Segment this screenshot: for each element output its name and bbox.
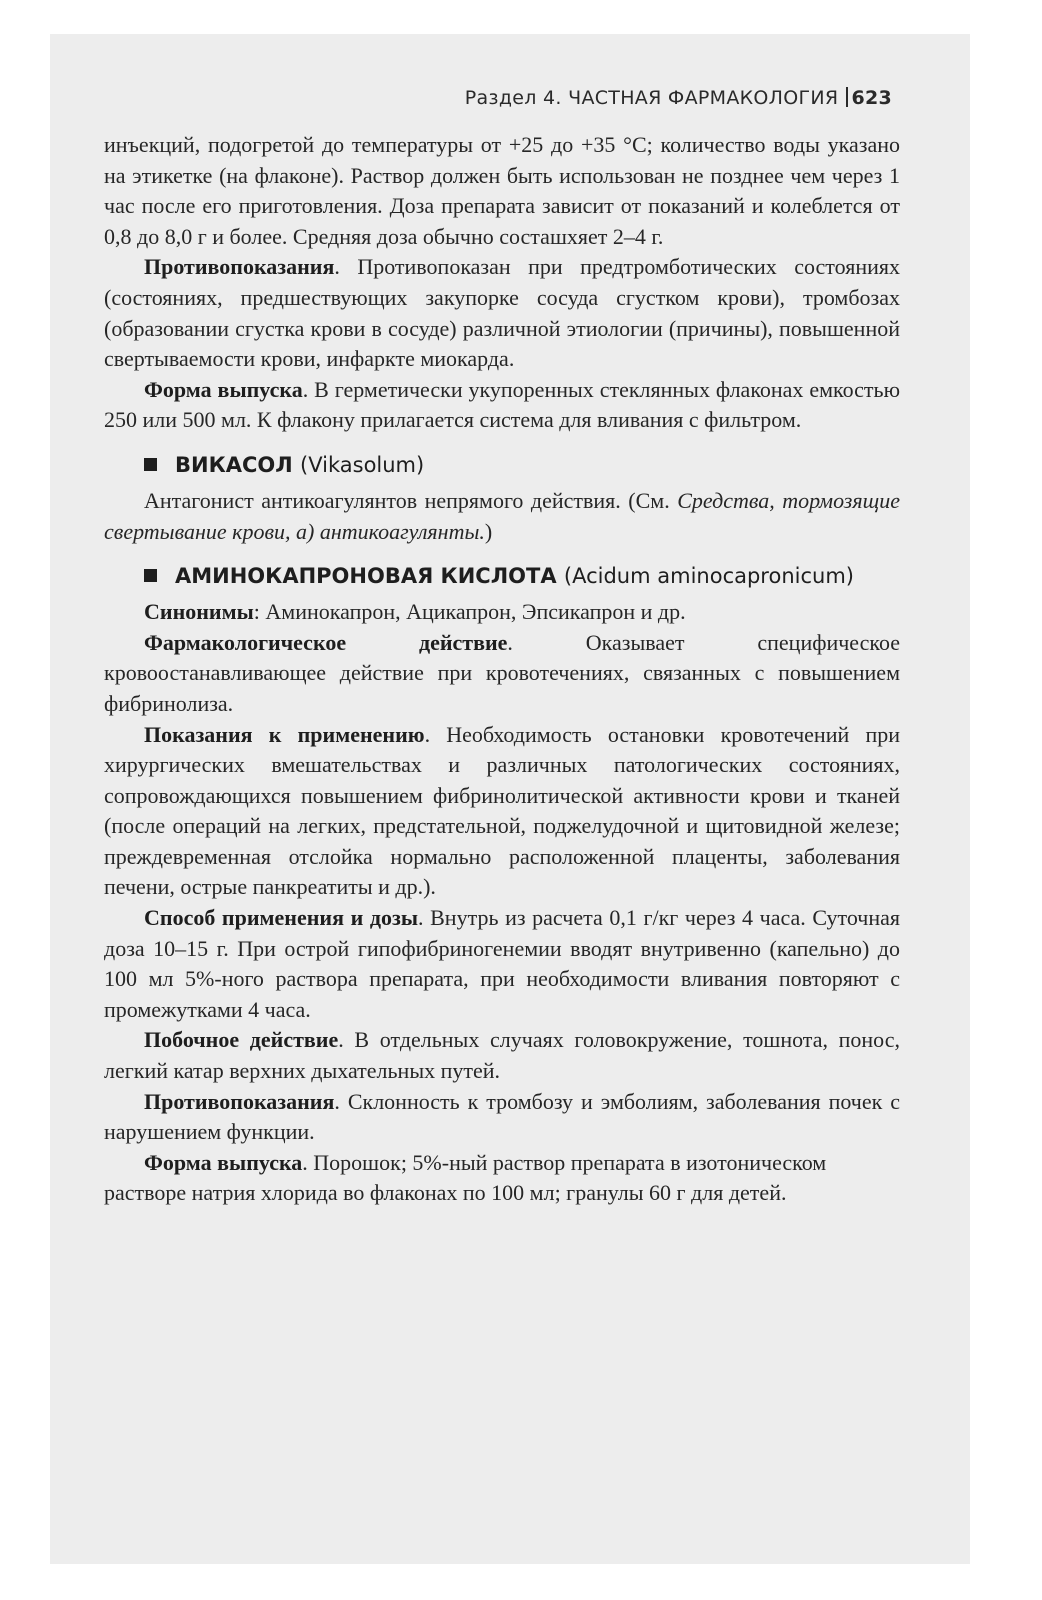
paragraph-release-form: Форма выпуска. В герметически укупоренных стеклянных флаконах емкостью 250 или 500 мл. К флакону прилагается система для вливания с фильтром. [104,376,901,433]
section-label: Противопоказания [144,254,335,280]
paragraph-contraindications-2: Противопоказания. Склонность к тромбозу и эмболиям, заболевания почек с нарушением функции. [104,1088,900,1145]
section-label: Фармакологическое действие [144,629,508,655]
running-header [50,87,892,109]
square-bullet-icon [144,458,157,471]
section-label: Противопоказания [144,1088,335,1114]
page-number: 623 [851,87,892,109]
paragraph-synonyms: Синонимы: Аминокапрон, Ацикапрон, Эпсикапрон и др. [144,599,686,625]
section-label: Синонимы [144,599,254,625]
drug-heading-aminocaproic-acid: АМИНОКАПРОНОВАЯ КИСЛОТА (Acidum aminocapronicum) [144,561,900,591]
paragraph-side-effects: Побочное действие. В отдельных случаях головокружение, тошнота, понос, легкий катар верхних дыхательных путей. [104,1027,900,1084]
paragraph-dosage: Способ применения и дозы. Внутрь из расчета 0,1 г/кг через 4 часа. Суточная доза 10–15 г. При острой гипофибриногенемии вводят внутривенно (капельно) до 100 мл 5%-ного раствора препарата, при необходимости вливания повторяют с промежутками 4 часа. [104,905,900,1022]
section-title: Раздел 4. ЧАСТНАЯ ФАРМАКОЛОГИЯ [464,87,839,109]
header-divider [846,87,848,107]
cross-reference: Средства, тормозящие свертывание крови, а) антикоагулянты. [104,487,900,544]
paragraph-pharmacological-action: Фармакологическое действие. Оказывает специфическое кровоостанавливающее действие при кровотечениях, связанных с повышением фибринолиза. [104,629,900,716]
paragraph-continuation: инъекций, подогретой до температуры от +25 до +35 °С; количество воды указано на этикетке (на флаконе). Раствор должен быть использован не позднее чем через 1 час после его приготовления. Доза препарата зависит от показаний и колеблется от 0,8 до 8,0 г и более. Средняя доза обычно состашхяет 2–4 г. [104,132,900,249]
drug-heading-vikasol: ВИКАСОЛ (Vikasolum) [144,450,900,480]
section-label: Побочное действие [144,1027,339,1053]
paragraph-contraindications: Противопоказания. Противопоказан при предтромботических состояниях (состояниях, предшествующих закупорке сосуда сгустком крови), тромбозах (образовании сгустка крови в сосуде) различной этиологии (причины), повышенной свертываемости крови, инфаркте миокарда. [104,254,900,372]
section-label: Способ применения и дозы [144,905,419,931]
section-label: Форма выпуска [144,376,303,402]
section-label: Форма выпуска [144,1149,303,1175]
paragraph-indications: Показания к применению. Необходимость остановки кровотечений при хирургических вмешательствах и различных патологических состояниях, сопровождающихся повышением фибринолитической активности крови и тканей (после операций на легких, предстательной, поджелудочной и щитовидной железе; преждевременная отслойка нормально расположенной плаценты, заболевания печени, острые панкреатиты и др.). [104,721,900,900]
section-label: Показания к применению [144,721,425,747]
paragraph-release-form-2: Форма выпуска. Порошок; 5%-ный раствор препарата в изотоническом растворе натрия хлорида во флаконах по 100 мл; гранулы 60 г для детей. [104,1149,827,1206]
square-bullet-icon [144,569,157,582]
book-page [50,34,970,1564]
paragraph-vikasol: Антагонист антикоагулянтов непрямого действия. (См. Средства, тормозящие свертывание крови, а) антикоагулянты.) [104,487,900,544]
page-body [104,130,900,1209]
